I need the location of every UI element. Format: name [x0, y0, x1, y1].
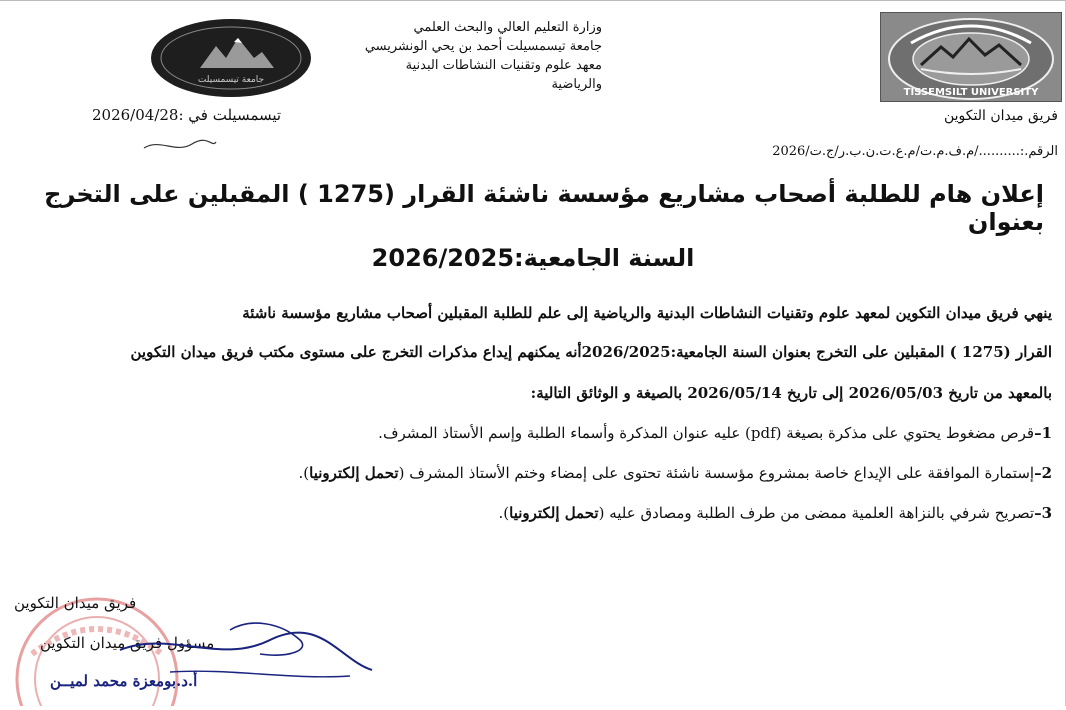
item-text: إستمارة الموافقة على الإيداع خاصة بمشروع مؤسسة ناشئة تحتوى على إمضاء وختم الأستاذ المشرف (	[398, 464, 1035, 482]
item-bold-note: تحمل إلكترونيا	[309, 464, 399, 482]
svg-text:TISSEMSILT UNIVERSITY: TISSEMSILT UNIVERSITY	[903, 87, 1039, 98]
item-number: 2–	[1034, 464, 1052, 482]
item-end: ).	[498, 504, 510, 522]
svg-text:جامعة تيسمسيلت: جامعة تيسمسيلت	[197, 75, 265, 85]
list-item	[499, 504, 1052, 522]
item-number: 3–	[1034, 504, 1052, 522]
handwritten-mark	[140, 136, 220, 156]
institute-line: معهد علوم وتقنيات النشاطات البدنية والرياضية	[405, 58, 602, 92]
body-paragraph-3: بالمعهد من تاريخ 2026/05/03 إلى تاريخ 2026/05/14 بالصيغة و الوثائق التالية:	[530, 384, 1052, 402]
list-item	[378, 424, 1052, 442]
body-paragraph-1: ينهي فريق ميدان التكوين لمعهد علوم وتقنيات النشاطات البدنية والرياضية إلى علم للطلبة المقبلين أصحاب مشاريع مؤسسة ناشئة	[242, 304, 1052, 322]
list-item	[299, 464, 1052, 482]
reference-number: الرقم.:........../م.ف.م.ت/م.ع.ت.ن.ب.ر/ج.ت/2026	[772, 144, 1058, 159]
item-text: قرص مضغوط يحتوي على مذكرة بصيغة (pdf) عليه عنوان المذكرة وأسماء الطلبة وإسم الأستاذ المشرف.	[378, 424, 1035, 442]
academic-year-title: السنة الجامعية:2026/2025	[371, 244, 695, 272]
institute-logo	[150, 18, 312, 98]
announcement-title: إعلان هام للطلبة أصحاب مشاريع مؤسسة ناشئة القرار (1275 ) المقبلين على التخرج بعنوان	[44, 180, 1044, 236]
university-line: جامعة تيسمسيلت أحمد بن يحي الونشريسي	[364, 39, 602, 54]
handwritten-signature	[110, 610, 380, 700]
ministry-header	[362, 18, 602, 94]
item-text: تصريح شرفي بالنزاهة العلمية ممضى من طرف الطلبة ومصادق عليه (	[598, 504, 1035, 522]
university-logo	[880, 12, 1062, 102]
signature-responsible: مسؤول فريق ميدان التكوين	[40, 634, 215, 652]
body-paragraph-2: القرار (1275 ) المقبلين على التخرج بعنوان السنة الجامعية:2026/2025أنه يمكنهم إيداع مذكرات التخرج على مستوى مكتب فريق ميدان التكوين	[130, 343, 1052, 361]
ministry-line: وزارة التعليم العالي والبحث العلمي	[413, 20, 602, 35]
city-date: تيسمسيلت في :2026/04/28	[92, 106, 282, 124]
item-end: ).	[298, 464, 310, 482]
item-number: 1–	[1034, 424, 1052, 442]
signature-name: أ.د.بومعزة محمد لميــن	[50, 672, 198, 690]
item-bold-note: تحمل إلكترونيا	[509, 504, 599, 522]
team-label: فريق ميدان التكوين	[943, 108, 1058, 124]
signature-team: فريق ميدان التكوين	[14, 594, 137, 612]
